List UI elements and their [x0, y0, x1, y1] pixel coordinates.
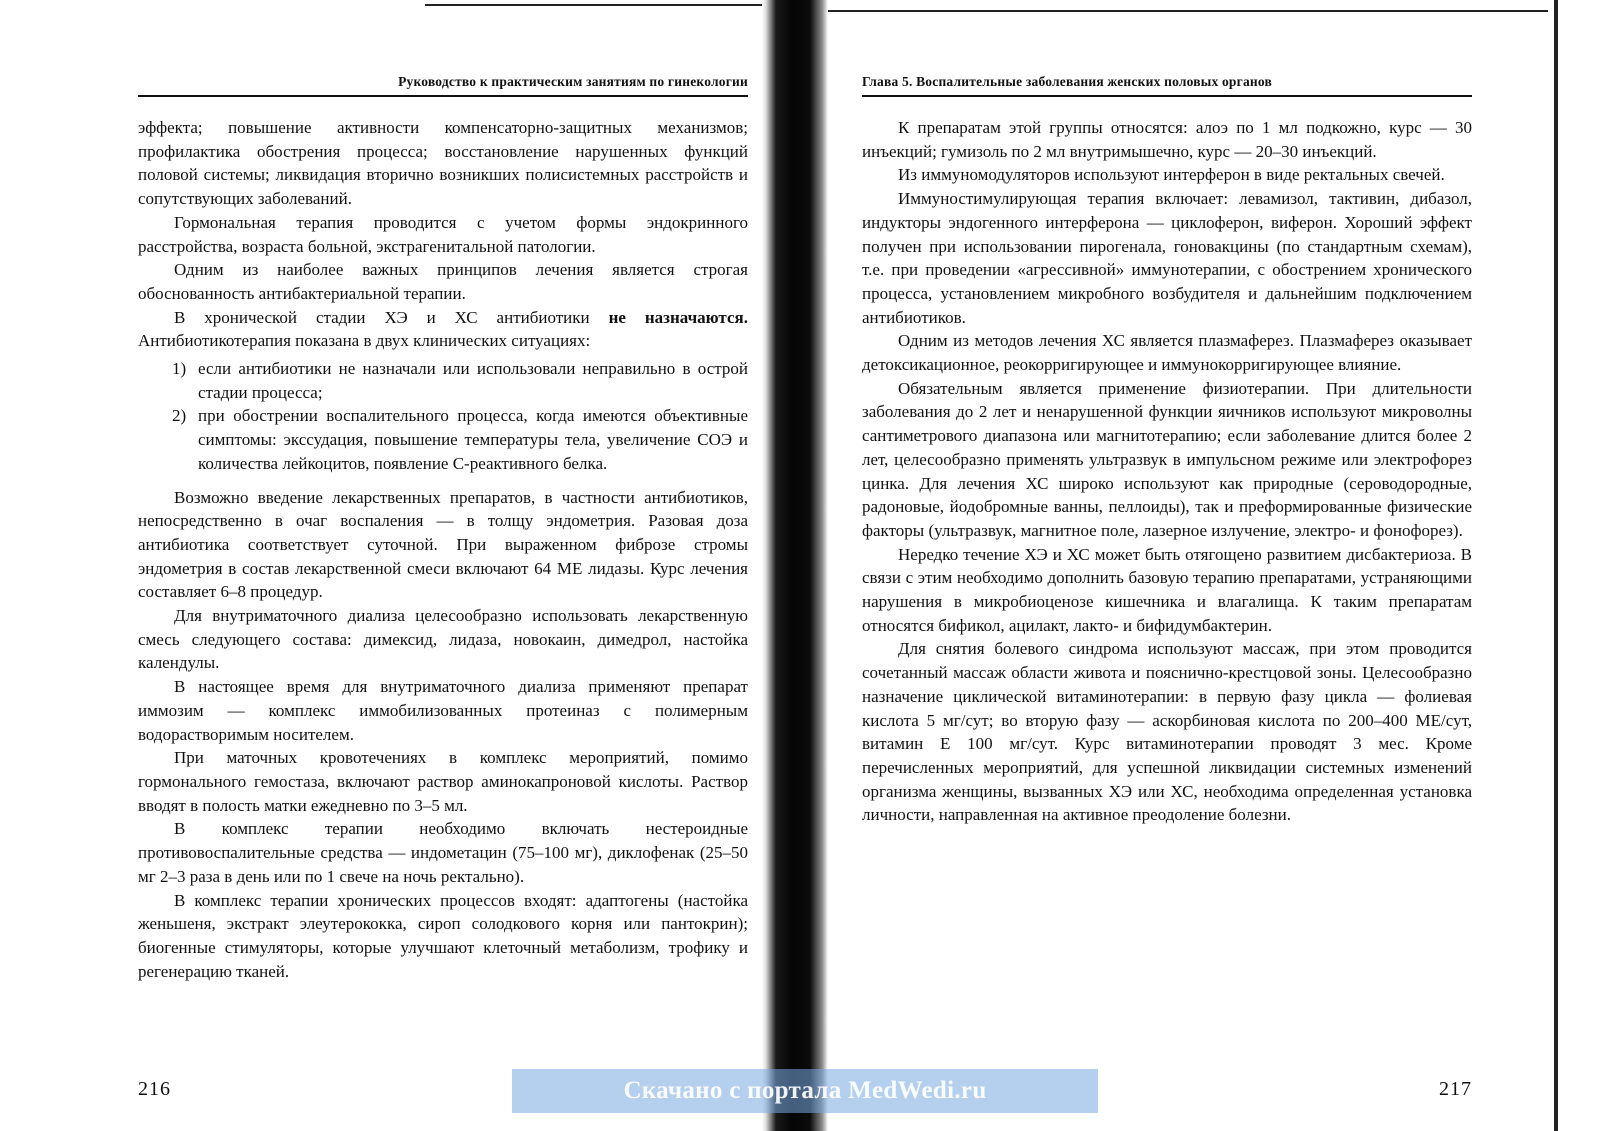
- paragraph: Гормональная терапия проводится с учетом формы эндокринного расстройства, возраста больной, экстрагенитальной патологии.: [138, 212, 748, 256]
- paragraph: В комплекс терапии хронических процессов входят: адаптогены (настойка женьшеня, экстракт элеутерококка, сироп солодкового корня или пантокрин); биогенные стимуляторы, которые улучшают клеточный метаболизм, трофику и регенерацию тканей.: [138, 890, 748, 981]
- paragraph: Возможно введение лекарственных препаратов, в частности антибиотиков, непосредственно в очаг воспаления — в толщу эндометрия. Разовая доза антибиотика соответствует суточной. При выраженном фиброзе стромы эндометрия в состав лекарственной смеси включают 64 МЕ лидазы. Курс лечения составляет 6–8 процедур.: [138, 487, 748, 602]
- paragraph: эффекта; повышение активности компенсаторно-защитных механизмов; профилактика обострения процесса; восстановление нарушенных функций половой системы; ликвидация вторично возникших полисистемных расстройств и сопутствующих заболеваний.: [138, 118, 748, 209]
- paragraph: Нередко течение ХЭ и ХС может быть отягощено развитием дисбактериоза. В связи с этим необходимо дополнить базовую терапию препаратами, устраняющими нарушения в микробиоценозе кишечника и влагалища. К таким препаратам относятся бификол, ацилакт, лакто- и бифидумбактерин.: [862, 544, 1472, 635]
- antibiotics-paragraph: [138, 306, 748, 353]
- paragraph: К препаратам этой группы относятся: алоэ по 1 мл подкожно, курс — 30 инъекций; гумизоль по 2 мл внутримышечно, курс — 20–30 инъекций.: [862, 118, 1472, 161]
- bold-phrase: не назначаются.: [608, 307, 748, 327]
- page-number-left: 216: [138, 1078, 171, 1100]
- right-page-body: [862, 116, 1472, 827]
- text-span: Антибиотикотерапия показана в двух клинических ситуациях:: [138, 331, 591, 351]
- list-item: [138, 404, 748, 475]
- paragraph: В комплекс терапии необходимо включать нестероидные противовоспалительные средства — индометацин (75–100 мг), диклофенак (25–50 мг 2–3 раза в день или по 1 свече на ночь ректально).: [138, 819, 748, 886]
- book-gutter-shadow: [762, 0, 828, 1131]
- paragraph: Для снятия болевого синдрома используют массаж, при этом проводится сочетанный массаж области живота и пояснично-крестцовой зоны. Целесообразно назначение циклической витаминотерапии: в первую фазу цикла — фолиевая кислота 5 мг/сут; во вторую фазу — аскорбиновая кислота по 200–400 МЕ/сут, витамин Е 100 мг/сут. Курс витаминотерапии проводят 3 мес. Кроме перечисленных мероприятий, для успешной ликвидации системных изменений организма женщины, вызванных ХЭ или ХС, необходима определенная установка личности, направленная на активное преодоление болезни.: [862, 639, 1472, 825]
- spacer: [138, 476, 748, 486]
- list-item-text: при обострении воспалительного процесса, когда имеются объективные симптомы: экссудация, повышение температуры тела, увеличение СОЭ и количества лейкоцитов, появление С-реактивного белка.: [198, 406, 748, 473]
- paragraph: Одним из наиболее важных принципов лечения является строгая обоснованность антибактериальной терапии.: [138, 260, 748, 303]
- scan-edge-right: [1554, 0, 1558, 1131]
- list-item-text: если антибиотики не назначали или использовали неправильно в острой стадии процесса;: [198, 359, 748, 402]
- paragraph: Для внутриматочного диализа целесообразно использовать лекарственную смесь следующего состава: димексид, лидаза, новокаин, димедрол, настойка календулы.: [138, 606, 748, 673]
- paragraph: В настоящее время для внутриматочного диализа применяют препарат иммозим — комплекс иммобилизованных протеиназ с полимерным водорастворимым носителем.: [138, 677, 748, 744]
- text-span: В хронической стадии ХЭ и ХС антибиотики: [174, 307, 609, 327]
- download-watermark-banner: Скачано с портала MedWedi.ru: [512, 1069, 1098, 1113]
- left-page-body: [138, 116, 748, 983]
- list-number: 2): [172, 406, 187, 426]
- running-head-right: Глава 5. Воспалительные заболевания женских половых органов: [862, 74, 1472, 97]
- paragraph: Иммуностимулирующая терапия включает: левамизол, тактивин, дибазол, индукторы эндогенного интерферона — циклоферон, виферон. Хороший эффект получен при использовании пирогенала, гоновакцины (по стандартным схемам), т.е. при проведении «агрессивной» иммунотерапии, с обострением хронического процесса, установлением микробного возбудителя и дальнейшим подключением антибиотиков.: [862, 189, 1472, 327]
- paragraph: Из иммуномодуляторов используют интерферон в виде ректальных свечей.: [898, 165, 1445, 185]
- right-page: [862, 0, 1472, 1131]
- list-item: [138, 357, 748, 404]
- paragraph: Обязательным является применение физиотерапии. При длительности заболевания до 2 лет и ненарушенной функции яичников используют микроволны сантиметрового диапазона или магнитотерапию; если заболевание длится более 2 лет, целесообразно применять ультразвук в импульсном режиме или электрофорез цинка. Для лечения ХС широко используют как природные (сероводородные, радоновые, йодобромные ванны, пеллоиды), так и преформированные физические факторы (ультразвук, магнитное поле, лазерное излучение, электро- и фонофорез).: [862, 378, 1472, 540]
- paragraph: Одним из методов лечения ХС является плазмаферез. Плазмаферез оказывает детоксикационное, реокорригирующее и иммунокорригирующее влияние.: [862, 331, 1472, 375]
- list-number: 1): [172, 359, 187, 379]
- running-head-left: Руководство к практическим занятиям по гинекологии: [138, 74, 748, 97]
- indication-list: [138, 357, 748, 476]
- page-number-right: 217: [1439, 1078, 1472, 1100]
- left-page: [138, 0, 748, 1131]
- paragraph: При маточных кровотечениях в комплекс мероприятий, помимо гормонального гемостаза, включают раствор аминокапроновой кислоты. Раствор вводят в полость матки ежедневно по 3–5 мл.: [138, 748, 748, 815]
